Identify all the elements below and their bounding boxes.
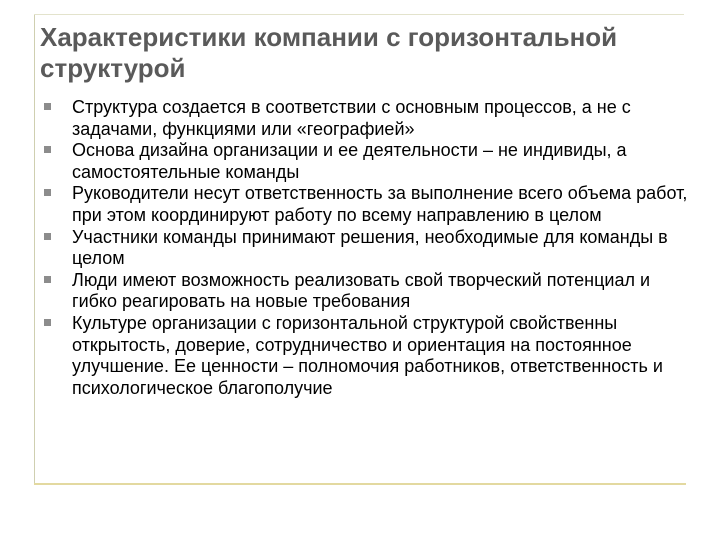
bullet-item [42,183,692,226]
bullet-item [42,97,692,140]
bullet-item [42,270,692,313]
square-bullet-icon [44,146,51,153]
bullet-item [42,227,692,270]
square-bullet-icon [44,276,51,283]
slide-title: Характеристики компании с горизонтальной структурой [40,22,618,83]
bullet-text: Участники команды принимают решения, необходимые для команды в целом [72,226,668,269]
square-bullet-icon [44,319,51,326]
bullet-text: Структура создается в соответствии с основным процессов, а не с задачами, функциями или «географией» [72,97,631,139]
bullet-text: Руководители несут ответственность за выполнение всего объема работ, при этом координируют работу по всему направлению в целом [72,183,688,225]
bullet-item [42,313,692,399]
bullet-item [42,140,692,183]
bullet-text: Основа дизайна организации и ее деятельности – не индивиды, а самостоятельные команды [72,140,627,182]
bullet-list [42,97,692,399]
slide-frame-left-line [34,14,35,484]
square-bullet-icon [44,233,51,240]
square-bullet-icon [44,189,51,196]
bottom-rule [34,483,686,485]
square-bullet-icon [44,103,51,110]
bullet-text: Люди имеют возможность реализовать свой творческий потенциал и гибко реагировать на новые требования [72,269,651,312]
bullet-text: Культуре организации с горизонтальной структурой свойственны открытость, доверие, сотрудничество и ориентация на постоянное улучшение. Ее ценности – полномочия работников, ответственность и психологическое благополучие [72,312,663,398]
slide-frame-top-line [34,14,684,15]
